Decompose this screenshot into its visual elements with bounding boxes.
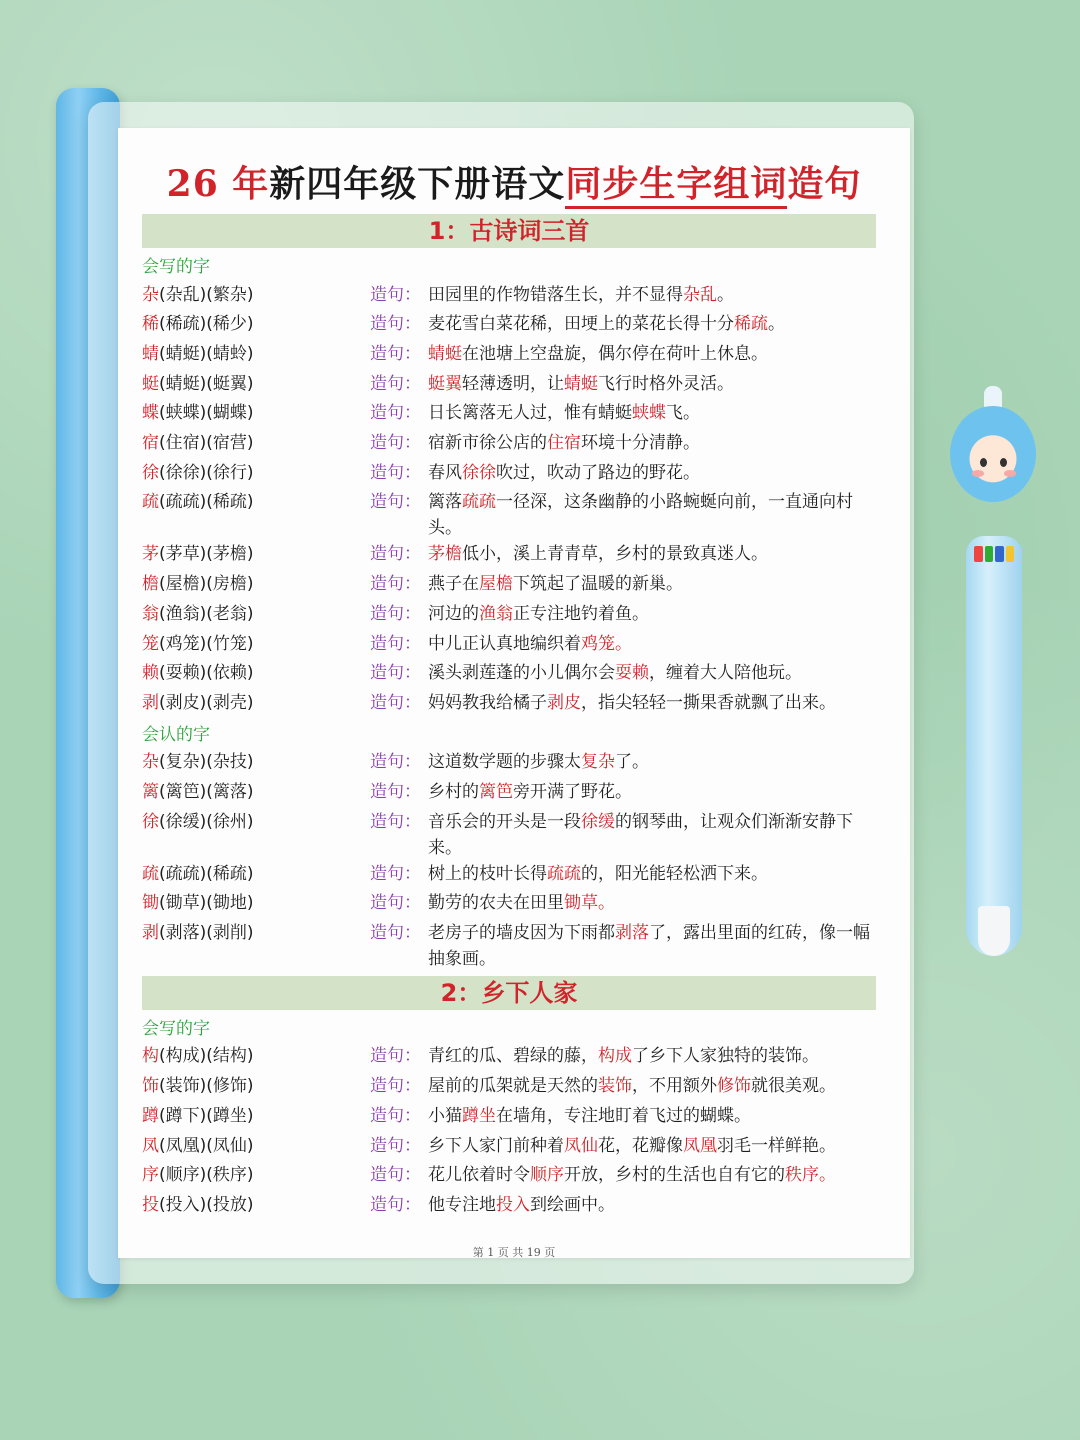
character-words <box>142 311 254 337</box>
example-sentence <box>428 311 880 337</box>
sentence-text: 中儿正认真地编织着 <box>428 633 581 654</box>
target-character: 杂 <box>142 284 159 305</box>
word-pairs: (渔翁)(老翁) <box>159 603 254 624</box>
sentence-text: 。 <box>768 314 785 335</box>
example-sentence <box>428 779 880 805</box>
target-character: 剥 <box>142 692 159 713</box>
sentence-text: 青红的瓜、碧绿的藤， <box>428 1046 598 1067</box>
character-words <box>142 890 254 916</box>
highlighted-word: 疏疏 <box>462 492 496 513</box>
target-character: 茅 <box>142 544 159 565</box>
sentence-label: 造句： <box>370 1076 421 1097</box>
group-subheading: 会认的字 <box>142 724 210 745</box>
highlighted-word: 渔翁 <box>479 603 513 624</box>
sentence-label: 造句： <box>370 781 421 802</box>
word-pairs: (篱笆)(篱落) <box>159 781 254 802</box>
target-character: 蜓 <box>142 373 159 394</box>
sentence-text: 吹过，吹动了路边的野花。 <box>496 462 700 483</box>
character-words <box>142 1162 254 1188</box>
highlighted-word: 蜻蜓 <box>564 373 598 394</box>
sentence-label: 造句： <box>370 343 421 364</box>
doll-head-icon <box>950 406 1036 502</box>
word-pairs: (耍赖)(依赖) <box>159 663 254 684</box>
sentence-text: ，指尖轻轻一撕果香就飘了出来。 <box>581 692 836 713</box>
word-pairs: (凤凰)(凤仙) <box>159 1135 254 1156</box>
pen-color-slots <box>974 546 1014 562</box>
example-sentence <box>428 1103 880 1129</box>
character-words <box>142 571 254 597</box>
sentence-label: 造句： <box>370 692 421 713</box>
title-suffix: 造句 <box>787 163 862 205</box>
sentence-text: 音乐会的开头是一段 <box>428 811 581 832</box>
target-character: 疏 <box>142 492 159 513</box>
target-character: 檐 <box>142 574 159 595</box>
page-title <box>118 156 910 207</box>
example-sentence <box>428 660 880 686</box>
target-character: 投 <box>142 1194 159 1215</box>
character-words <box>142 400 254 426</box>
sentence-text: 乡村的 <box>428 781 479 802</box>
character-words <box>142 920 254 946</box>
sentence-label: 造句： <box>370 603 421 624</box>
example-sentence <box>428 489 880 541</box>
sentence-text: 到绘画中。 <box>530 1194 615 1215</box>
sentence-text: 河边的 <box>428 603 479 624</box>
sentence-label: 造句： <box>370 314 421 335</box>
highlighted-word: 蛱蝶 <box>632 403 666 424</box>
sentence-text: 燕子在 <box>428 574 479 595</box>
target-character: 宿 <box>142 433 159 453</box>
highlighted-word: 徐徐 <box>462 462 496 483</box>
highlighted-word: 构成 <box>598 1046 632 1067</box>
sentence-label: 造句： <box>370 574 421 595</box>
target-character: 剥 <box>142 922 159 943</box>
target-character: 饰 <box>142 1076 159 1097</box>
word-pairs: (装饰)(修饰) <box>159 1076 254 1097</box>
target-character: 构 <box>142 1046 159 1067</box>
target-character: 蜻 <box>142 343 159 364</box>
sentence-label: 造句： <box>370 811 421 832</box>
sentence-text: 轻薄透明，让 <box>462 373 564 394</box>
sentence-text: 低小，溪上青青草，乡村的景致真迷人。 <box>462 544 768 565</box>
word-pairs: (蜻蜓)(蜓翼) <box>159 373 254 394</box>
example-sentence <box>428 1192 880 1218</box>
character-words <box>142 341 254 367</box>
highlighted-word: 秩序。 <box>785 1165 836 1186</box>
word-pairs: (蹲下)(蹲坐) <box>159 1105 254 1126</box>
sentence-text: ，缠着大人陪他玩。 <box>649 663 802 684</box>
character-words <box>142 861 254 887</box>
document-page <box>118 128 910 1258</box>
example-sentence <box>428 1133 880 1159</box>
target-character: 篱 <box>142 781 159 802</box>
word-pairs: (疏疏)(稀疏) <box>159 492 254 513</box>
word-pairs: (茅草)(茅檐) <box>159 544 254 565</box>
example-sentence <box>428 541 880 567</box>
target-character: 凤 <box>142 1135 159 1156</box>
highlighted-word: 蜓翼 <box>428 373 462 394</box>
sentence-label: 造句： <box>370 633 421 654</box>
target-character: 赖 <box>142 663 159 684</box>
target-character: 序 <box>142 1165 159 1186</box>
page-footer: 第 1 页 共 19 页 <box>472 1246 556 1259</box>
sentence-text: 勤劳的农夫在田里 <box>428 893 564 914</box>
character-words <box>142 282 254 308</box>
sentence-text: 妈妈教我给橘子 <box>428 692 547 713</box>
sentence-text: 下筑起了温暖的新巢。 <box>513 574 683 595</box>
highlighted-word: 复杂 <box>581 752 615 773</box>
example-sentence <box>428 631 880 657</box>
pen-body <box>966 536 1022 956</box>
highlighted-word: 耍赖 <box>615 663 649 684</box>
example-sentence <box>428 1073 880 1099</box>
example-sentence <box>428 400 880 426</box>
sentence-label: 造句： <box>370 1194 421 1215</box>
example-sentence <box>428 430 880 456</box>
target-character: 蝶 <box>142 403 159 424</box>
word-pairs: (稀疏)(稀少) <box>159 314 254 335</box>
highlighted-word: 疏疏 <box>547 863 581 884</box>
sentence-text: 小猫 <box>428 1105 462 1126</box>
sentence-label: 造句： <box>370 403 421 424</box>
sentence-text: 环境十分清静。 <box>581 433 700 453</box>
sentence-text: 屋前的瓜架就是天然的 <box>428 1076 598 1097</box>
sentence-label: 造句： <box>370 433 421 453</box>
character-words <box>142 489 254 515</box>
target-character: 翁 <box>142 603 159 624</box>
sentence-label: 造句： <box>370 863 421 884</box>
character-words <box>142 460 254 486</box>
pen-tip <box>978 906 1010 956</box>
sentence-label: 造句： <box>370 1165 421 1186</box>
highlighted-word: 蜻蜓 <box>428 343 462 364</box>
sentence-text: 宿新市徐公店的 <box>428 433 547 453</box>
sentence-text: 这道数学题的步骤太 <box>428 752 581 773</box>
sentence-text: 春风 <box>428 462 462 483</box>
title-year: 26 年 <box>166 163 270 205</box>
target-character: 徐 <box>142 462 159 483</box>
target-character: 稀 <box>142 314 159 335</box>
sentence-label: 造句： <box>370 462 421 483</box>
target-character: 蹲 <box>142 1105 159 1126</box>
character-words <box>142 1133 254 1159</box>
sentence-text: 就很美观。 <box>751 1076 836 1097</box>
word-pairs: (屋檐)(房檐) <box>159 574 254 595</box>
sentence-text: 溪头剥莲蓬的小儿偶尔会 <box>428 663 615 684</box>
character-words <box>142 631 254 657</box>
example-sentence <box>428 690 880 716</box>
sentence-text: 的，阳光能轻松洒下来。 <box>581 863 768 884</box>
title-topic: 同步生字组词 <box>565 163 787 209</box>
sentence-text: 在池塘上空盘旋，偶尔停在荷叶上休息。 <box>462 343 768 364</box>
character-words <box>142 779 254 805</box>
word-pairs: (顺序)(秩序) <box>159 1165 254 1186</box>
highlighted-word: 茅檐 <box>428 544 462 565</box>
sentence-text: 乡下人家门前种着 <box>428 1135 564 1156</box>
character-words <box>142 1073 254 1099</box>
word-pairs: (锄草)(锄地) <box>159 893 254 914</box>
sentence-label: 造句： <box>370 373 421 394</box>
highlighted-word: 杂乱 <box>683 284 717 305</box>
example-sentence <box>428 571 880 597</box>
highlighted-word: 剥落 <box>615 922 649 943</box>
word-pairs: (投入)(投放) <box>159 1194 254 1215</box>
example-sentence <box>428 861 880 887</box>
title-grade: 新四年级下册语文 <box>269 163 566 205</box>
sentence-text: 麦花雪白菜花稀，田埂上的菜花长得十分 <box>428 314 734 335</box>
sentence-label: 造句： <box>370 893 421 914</box>
word-pairs: (住宿)(宿营) <box>159 433 254 453</box>
sentence-text: 树上的枝叶长得 <box>428 863 547 884</box>
highlighted-word: 蹲坐 <box>462 1105 496 1126</box>
word-pairs: (鸡笼)(竹笼) <box>159 633 254 654</box>
group-subheading: 会写的字 <box>142 257 210 277</box>
sentence-text: 。 <box>717 284 734 305</box>
sentence-text: 旁开满了野花。 <box>513 781 632 802</box>
sentence-text: ，不用额外 <box>632 1076 717 1097</box>
highlighted-word: 住宿 <box>547 433 581 453</box>
sentence-text: 飞。 <box>666 403 700 424</box>
sentence-text: 的钢琴曲，让观众们渐渐安静下来。 <box>428 811 853 858</box>
word-pairs: (疏疏)(稀疏) <box>159 863 254 884</box>
section-heading: 1：古诗词三首 <box>142 214 876 248</box>
example-sentence <box>428 749 880 775</box>
sentence-text: 老房子的墙皮因为下雨都 <box>428 922 615 943</box>
sentence-text: 了乡下人家独特的装饰。 <box>632 1046 819 1067</box>
highlighted-word: 屋檐 <box>479 574 513 595</box>
sentence-text: 开放，乡村的生活也自有它的 <box>564 1165 785 1186</box>
word-pairs: (杂乱)(繁杂) <box>159 284 254 305</box>
character-words <box>142 430 254 456</box>
sentence-text: 日长篱落无人过，惟有蜻蜓 <box>428 403 632 424</box>
highlighted-word: 剥皮 <box>547 692 581 713</box>
sentence-text: 田园里的作物错落生长，并不显得 <box>428 284 683 305</box>
word-pairs: (徐缓)(徐州) <box>159 811 254 832</box>
highlighted-word: 凤凰 <box>683 1135 717 1156</box>
character-words <box>142 1043 254 1069</box>
highlighted-word: 鸡笼 <box>581 633 615 654</box>
example-sentence <box>428 341 880 367</box>
word-pairs: (剥落)(剥削) <box>159 922 254 943</box>
example-sentence <box>428 1162 880 1188</box>
sentence-text: 正专注地钓着鱼。 <box>513 603 649 624</box>
group-subheading: 会写的字 <box>142 1018 210 1039</box>
sentence-label: 造句： <box>370 492 421 513</box>
sentence-text: 飞行时格外灵活。 <box>598 373 734 394</box>
character-words <box>142 1192 254 1218</box>
character-words <box>142 1103 254 1129</box>
highlighted-word: 凤仙 <box>564 1135 598 1156</box>
sentence-text: 一径深，这条幽静的小路蜿蜒向前，一直通向村头。 <box>428 492 853 539</box>
character-words <box>142 690 254 716</box>
example-sentence <box>428 809 880 861</box>
character-words <box>142 541 254 567</box>
highlighted-word: 稀疏 <box>734 314 768 335</box>
word-pairs: (徐徐)(徐行) <box>159 462 254 483</box>
highlighted-word: 锄草。 <box>564 893 615 914</box>
highlighted-word: 。 <box>615 633 632 654</box>
sentence-label: 造句： <box>370 663 421 684</box>
sentence-text: 了，露出里面的红砖，像一幅抽象画。 <box>428 922 870 969</box>
sentence-label: 造句： <box>370 1105 421 1126</box>
target-character: 徐 <box>142 811 159 832</box>
example-sentence <box>428 601 880 627</box>
example-sentence <box>428 890 880 916</box>
sentence-text: 了。 <box>615 752 649 773</box>
character-words <box>142 809 254 835</box>
highlighted-word: 投入 <box>496 1194 530 1215</box>
target-character: 笼 <box>142 633 159 654</box>
sentence-text: 羽毛一样鲜艳。 <box>717 1135 836 1156</box>
example-sentence <box>428 282 880 308</box>
example-sentence <box>428 460 880 486</box>
section-heading: 2：乡下人家 <box>142 976 876 1010</box>
example-sentence <box>428 371 880 397</box>
word-pairs: (构成)(结构) <box>159 1046 254 1067</box>
word-pairs: (蛱蝶)(蝴蝶) <box>159 403 254 424</box>
pen-decoration <box>944 386 1044 966</box>
sentence-label: 造句： <box>370 752 421 773</box>
highlighted-word: 顺序 <box>530 1165 564 1186</box>
character-words <box>142 660 254 686</box>
highlighted-word: 装饰 <box>598 1076 632 1097</box>
sentence-text: 他专注地 <box>428 1194 496 1215</box>
example-sentence <box>428 920 880 972</box>
sentence-label: 造句： <box>370 284 421 305</box>
sentence-text: 花，花瓣像 <box>598 1135 683 1156</box>
example-sentence <box>428 1043 880 1069</box>
word-pairs: (蜻蜓)(蜻蛉) <box>159 343 254 364</box>
sentence-text: 篱落 <box>428 492 462 513</box>
target-character: 锄 <box>142 893 159 914</box>
target-character: 杂 <box>142 752 159 773</box>
character-words <box>142 749 254 775</box>
sentence-text: 花儿依着时令 <box>428 1165 530 1186</box>
highlighted-word: 修饰 <box>717 1076 751 1097</box>
highlighted-word: 篱笆 <box>479 781 513 802</box>
word-pairs: (复杂)(杂技) <box>159 752 254 773</box>
sentence-label: 造句： <box>370 544 421 565</box>
target-character: 疏 <box>142 863 159 884</box>
character-words <box>142 601 254 627</box>
sentence-text: 在墙角，专注地盯着飞过的蝴蝶。 <box>496 1105 751 1126</box>
sentence-label: 造句： <box>370 922 421 943</box>
highlighted-word: 徐缓 <box>581 811 615 832</box>
sentence-label: 造句： <box>370 1135 421 1156</box>
character-words <box>142 371 254 397</box>
sentence-label: 造句： <box>370 1046 421 1067</box>
word-pairs: (剥皮)(剥壳) <box>159 692 254 713</box>
